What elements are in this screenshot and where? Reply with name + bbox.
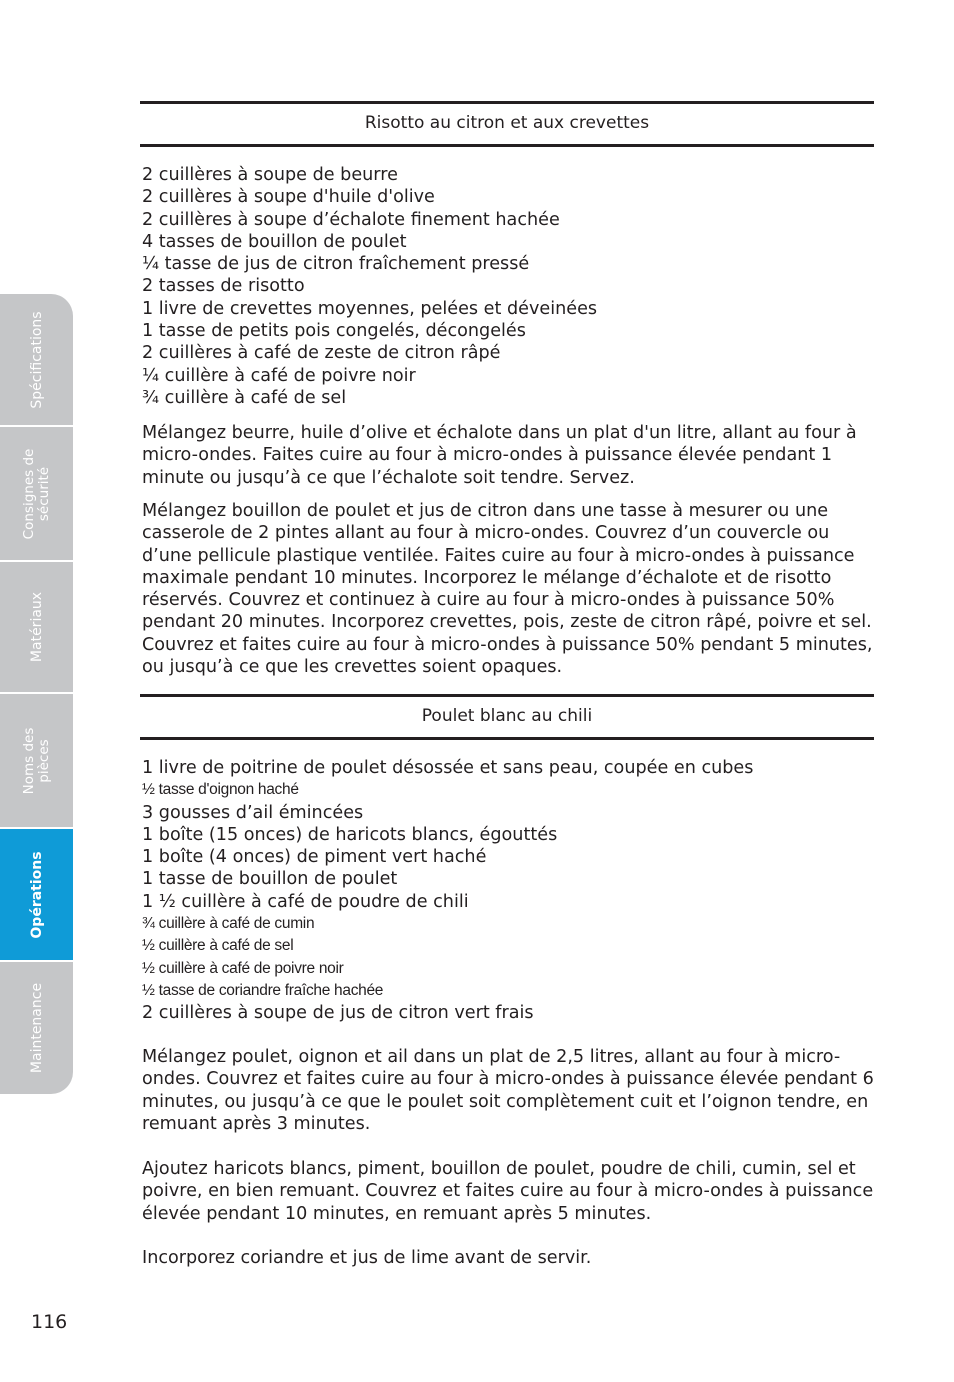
tab-operations[interactable] xyxy=(0,829,73,960)
tab-label: Consignes de sécurité xyxy=(20,448,52,539)
instruction-paragraph: Mélangez poulet, oignon et ail dans un plat de 2,5 litres, allant au four à micro-ondes. Couvrez et faites cuire au four à micro-ondes à puissance élevée pendant 6 minutes, ou jusqu’à ce que le poulet soit complètement cuit et l’oignon tendre, en remuant après 3 minutes. xyxy=(142,1047,874,1134)
section-rule-top xyxy=(140,694,874,697)
ingredient-line: 2 cuillères à café de zeste de citron râpé xyxy=(142,343,501,364)
instruction-paragraph: Mélangez beurre, huile d’olive et échalote dans un plat d'un litre, allant au four à micro-ondes. Faites cuire au four à micro-ondes à puissance élevée pendant 1 minute ou jusqu’à ce que l’échalote soit tendre. Servez. xyxy=(142,423,857,488)
tab-maintenance[interactable] xyxy=(0,962,73,1094)
ingredient-line: 1 boîte (4 onces) de piment vert haché xyxy=(142,847,487,868)
ingredient-line: ½ cuillère à café de sel xyxy=(142,937,294,955)
ingredient-line: 1 ½ cuillère à café de poudre de chili xyxy=(142,891,469,912)
ingredient-line: 3 gousses d’ail émincées xyxy=(142,802,364,823)
ingredient-line: ¼ cuillère à café de poivre noir xyxy=(142,365,416,386)
tab-materials[interactable] xyxy=(0,562,73,692)
recipe-title: Risotto au citron et aux crevettes xyxy=(364,113,650,133)
tab-label: Spécifications xyxy=(28,310,45,409)
tab-label: Matériaux xyxy=(28,591,45,663)
section-rule-top xyxy=(140,101,874,104)
ingredient-line: 2 tasses de risotto xyxy=(142,276,305,297)
ingredient-line: 1 livre de poitrine de poulet désossée et sans peau, coupée en cubes xyxy=(142,758,754,778)
instruction-paragraph: Incorporez coriandre et jus de lime avant de servir. xyxy=(142,1248,592,1268)
tab-specifications[interactable] xyxy=(0,294,73,425)
ingredient-line: 2 cuillères à soupe de jus de citron vert frais xyxy=(142,1003,534,1024)
ingredient-line: ½ cuillère à café de poivre noir xyxy=(142,959,344,977)
ingredient-line: 4 tasses de bouillon de poulet xyxy=(142,231,407,252)
ingredient-line: ¾ cuillère à café de cumin xyxy=(142,915,315,933)
ingredient-list xyxy=(142,757,874,1025)
section-rule-bottom xyxy=(140,144,874,147)
ingredient-line: 2 cuillères à soupe d’échalote finement hachée xyxy=(142,209,560,230)
page-number: 116 xyxy=(31,1311,68,1333)
tab-label: Maintenance xyxy=(28,982,45,1074)
tab-safety[interactable] xyxy=(0,427,73,560)
ingredient-line: ½ tasse de coriandre fraîche hachée xyxy=(142,981,384,999)
ingredient-line: 1 tasse de petits pois congelés, décongelés xyxy=(142,321,526,342)
tab-label: Noms des pièces xyxy=(20,727,52,794)
section-tabs xyxy=(0,294,73,1094)
ingredient-list xyxy=(142,164,874,409)
ingredient-line: ¾ cuillère à café de sel xyxy=(142,387,347,408)
tab-part-names[interactable] xyxy=(0,694,73,827)
instruction-paragraph: Mélangez bouillon de poulet et jus de citron dans une tasse à mesurer ou une casserole de 2 pintes allant au four à micro-ondes. Couvrez d’un couvercle ou d’une pellicule plastique ventilée. Faites cuire au four à micro-ondes à puissance maximale pendant 10 minutes. Incorporez le mélange d’échalote et de risotto réservés. Couvrez et continuez à cuire au four à micro-ondes à puissance 50% pendant 20 minutes. Incorporez crevettes, pois, zeste de citron râpé, poivre et sel. Couvrez et faites cuire au four à micro-ondes à puissance 50% pendant 5 minutes, ou jusqu’à ce que les crevettes soient opaques. xyxy=(142,501,873,678)
ingredient-line: 2 cuillères à soupe de beurre xyxy=(142,165,398,185)
ingredient-line: ½ tasse d'oignon haché xyxy=(142,781,299,799)
section-rule-bottom xyxy=(140,737,874,740)
ingredient-line: 1 tasse de bouillon de poulet xyxy=(142,869,398,890)
ingredient-line: 1 boîte (15 onces) de haricots blancs, égouttés xyxy=(142,824,558,845)
tab-label: Opérations xyxy=(28,850,45,939)
recipe-title: Poulet blanc au chili xyxy=(421,706,593,726)
ingredient-line: ¼ tasse de jus de citron fraîchement pressé xyxy=(142,254,530,275)
ingredient-line: 1 livre de crevettes moyennes, pelées et déveinées xyxy=(142,298,598,319)
instruction-paragraph: Ajoutez haricots blancs, piment, bouillon de poulet, poudre de chili, cumin, sel et poivre, en bien remuant. Couvrez et faites cuire au four à micro-ondes à puissance élevée pendant 10 minutes, en remuant après 5 minutes. xyxy=(142,1159,874,1224)
ingredient-line: 2 cuillères à soupe d'huile d'olive xyxy=(142,187,435,208)
